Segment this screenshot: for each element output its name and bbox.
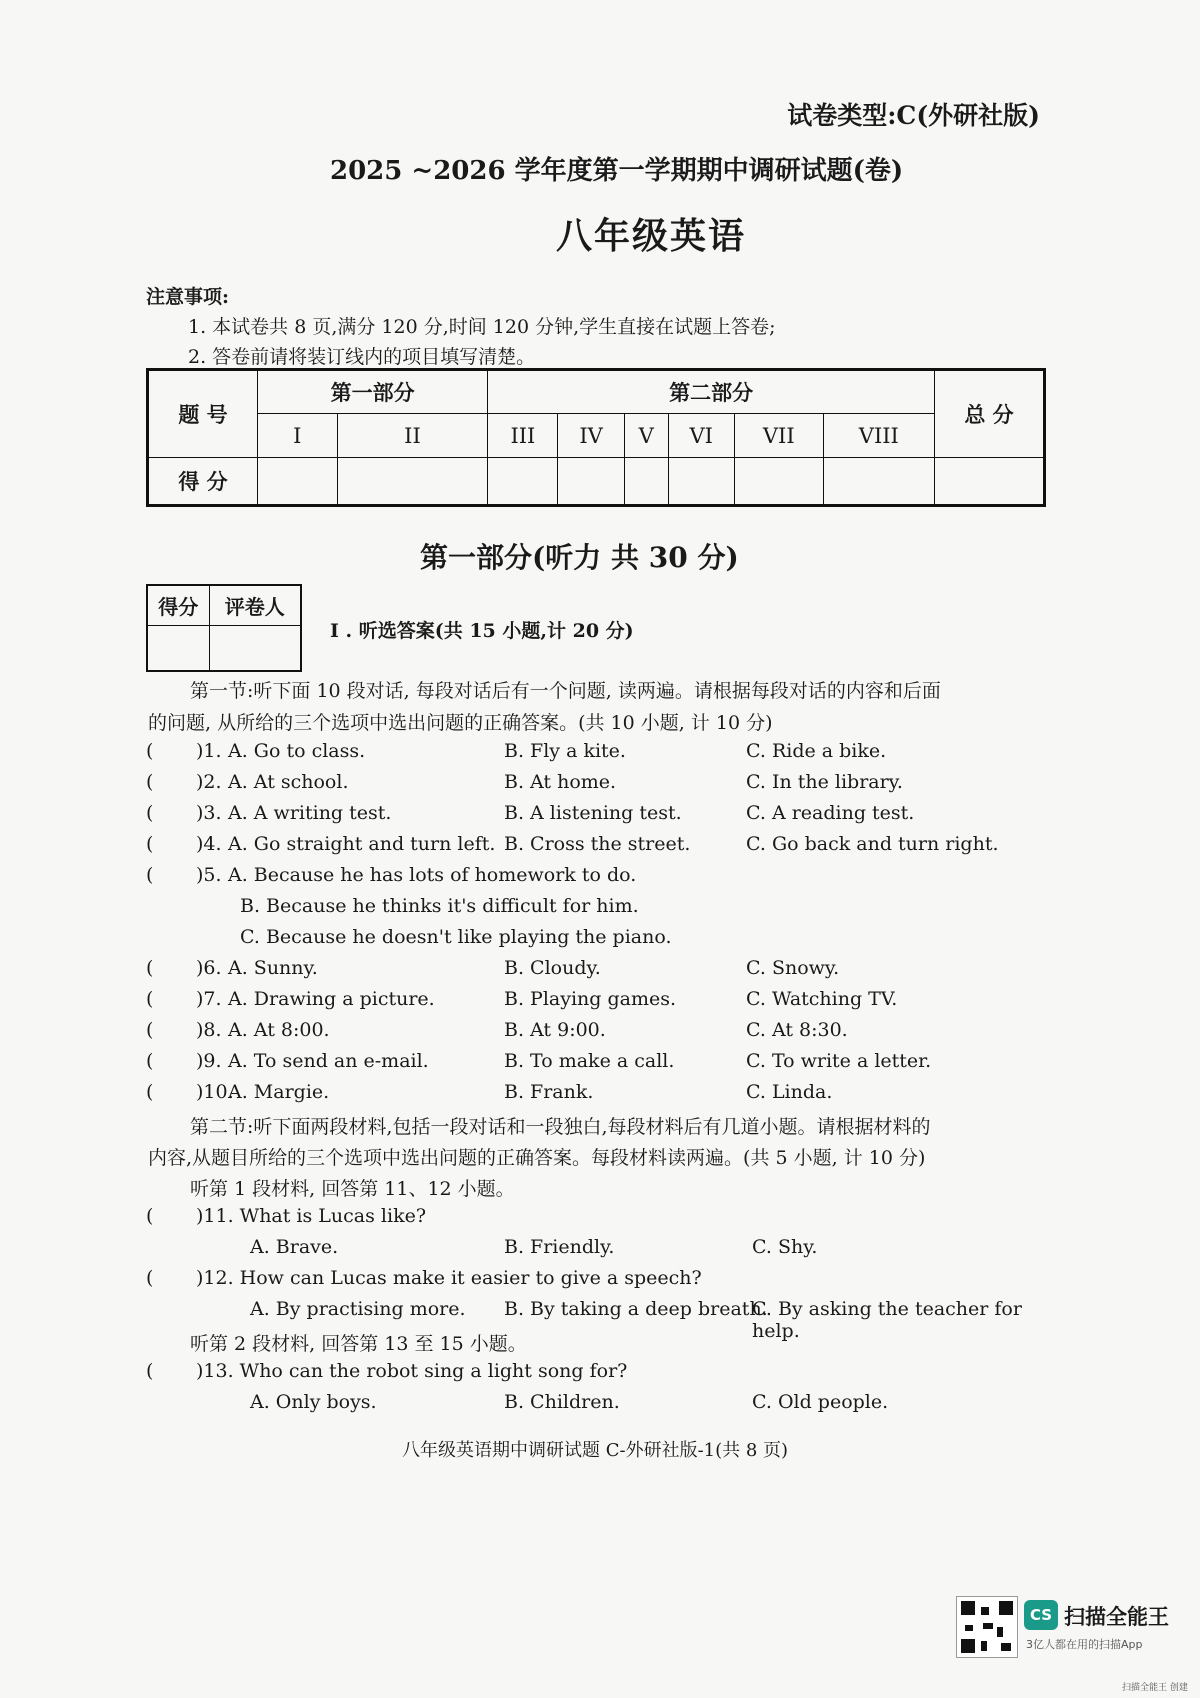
option-a: A. Go to class. xyxy=(228,740,366,762)
question-number: )2. xyxy=(196,771,222,793)
answer-blank[interactable]: ( xyxy=(146,802,154,824)
scanner-tagline: 3亿人都在用的扫描App xyxy=(1026,1638,1143,1651)
col-header: V xyxy=(624,414,668,458)
section2-intro-1: 第二节:听下面两段材料,包括一段对话和一段独白,每段材料后有几道小题。请根据材料的 xyxy=(190,1116,931,1138)
option-c: C. Ride a bike. xyxy=(746,740,887,762)
question-number: )8. xyxy=(196,1019,222,1041)
total-score-cell[interactable] xyxy=(935,458,1045,506)
paper-type: 试卷类型:C(外研社版) xyxy=(787,101,1040,130)
answer-blank[interactable]: ( xyxy=(146,833,154,855)
question-row xyxy=(146,1050,1046,1076)
option-b: B. Playing games. xyxy=(504,988,677,1010)
question-stem: )11. What is Lucas like? xyxy=(196,1205,427,1227)
section2-intro-2: 内容,从题目所给的三个选项中选出问题的正确答案。每段材料读两遍。(共 5 小题, 计 10 分) xyxy=(148,1147,926,1169)
option-c: C. Old people. xyxy=(752,1391,889,1413)
option-a: A. A writing test. xyxy=(228,802,392,824)
col-header: VII xyxy=(734,414,823,458)
answer-blank[interactable]: ( xyxy=(146,864,154,886)
camscanner-logo-icon: CS xyxy=(1024,1600,1058,1630)
page-footer: 八年级英语期中调研试题 C-外研社版-1(共 8 页) xyxy=(402,1440,789,1461)
score-cell[interactable] xyxy=(488,458,558,506)
grader-score-cell[interactable] xyxy=(147,626,209,671)
part1-header: 第一部分 xyxy=(258,370,488,414)
answer-blank[interactable]: ( xyxy=(146,1019,154,1041)
subject-title: 八年级英语 xyxy=(556,215,747,257)
answer-blank[interactable]: ( xyxy=(146,1081,154,1103)
question-row xyxy=(146,1360,1046,1386)
option-c: C. To write a letter. xyxy=(746,1050,932,1072)
option-c: C. Shy. xyxy=(752,1236,818,1258)
grader-box xyxy=(146,584,302,672)
question-number-header: 题 号 xyxy=(148,370,258,458)
score-table xyxy=(146,368,1046,507)
question-row xyxy=(146,957,1046,983)
option-b: B. Friendly. xyxy=(504,1236,615,1258)
col-header: VI xyxy=(668,414,734,458)
answer-blank[interactable]: ( xyxy=(146,1050,154,1072)
question-stem: )12. How can Lucas make it easier to give a speech? xyxy=(196,1267,702,1289)
answer-blank[interactable]: ( xyxy=(146,740,154,762)
question-row xyxy=(146,833,1046,859)
score-cell[interactable] xyxy=(734,458,823,506)
option-b: B. By taking a deep breath. xyxy=(504,1298,768,1320)
question-row xyxy=(146,802,1046,828)
option-c: C. By asking the teacher for help. xyxy=(752,1298,1022,1342)
option-b: B. Fly a kite. xyxy=(504,740,626,762)
answer-blank[interactable]: ( xyxy=(146,1360,154,1382)
option-b: B. Because he thinks it's difficult for him. xyxy=(240,895,639,917)
notice-item-1: 1. 本试卷共 8 页,满分 120 分,时间 120 分钟,学生直接在试题上答卷; xyxy=(188,316,776,338)
option-a: A. Drawing a picture. xyxy=(228,988,435,1010)
options-row xyxy=(146,1298,1056,1342)
section1-title: I . 听选答案(共 15 小题,计 20 分) xyxy=(330,620,634,642)
option-a: A. Because he has lots of homework to do. xyxy=(228,864,637,886)
option-b: B. Cross the street. xyxy=(504,833,691,855)
answer-blank[interactable]: ( xyxy=(146,1205,154,1227)
question-row xyxy=(146,1081,1046,1107)
score-cell[interactable] xyxy=(624,458,668,506)
options-row xyxy=(146,1391,1046,1417)
option-c: C. Watching TV. xyxy=(746,988,898,1010)
option-b: B. At home. xyxy=(504,771,617,793)
part1-title: 第一部分(听力 共 30 分) xyxy=(420,541,739,574)
grader-name-cell[interactable] xyxy=(209,626,301,671)
option-c: C. Go back and turn right. xyxy=(746,833,999,855)
section1-intro-1: 第一节:听下面 10 段对话, 每段对话后有一个问题, 读两遍。请根据每段对话的内容和后面 xyxy=(190,680,941,702)
option-a: A. Only boys. xyxy=(250,1391,377,1413)
question-row xyxy=(146,864,1046,890)
question-row xyxy=(146,1205,1046,1231)
question-number: )3. xyxy=(196,802,222,824)
option-c: C. Because he doesn't like playing the piano. xyxy=(240,926,672,948)
question-stem: )13. Who can the robot sing a light song for? xyxy=(196,1360,628,1382)
col-header: II xyxy=(337,414,488,458)
question-row xyxy=(146,771,1046,797)
answer-blank[interactable]: ( xyxy=(146,1267,154,1289)
question-number: )10. xyxy=(196,1081,234,1103)
grader-score-label: 得分 xyxy=(147,585,209,626)
material2-instruction: 听第 2 段材料, 回答第 13 至 15 小题。 xyxy=(190,1333,527,1355)
option-c: C. A reading test. xyxy=(746,802,915,824)
option-a: A. At school. xyxy=(228,771,349,793)
col-header: IV xyxy=(558,414,624,458)
score-cell[interactable] xyxy=(823,458,934,506)
score-row-label: 得 分 xyxy=(148,458,258,506)
options-row xyxy=(146,1236,1046,1262)
notice-item-2: 2. 答卷前请将装订线内的项目填写清楚。 xyxy=(188,346,536,368)
question-number: )4. xyxy=(196,833,222,855)
option-b: B. At 9:00. xyxy=(504,1019,606,1041)
grader-label: 评卷人 xyxy=(209,585,301,626)
scanner-app-name: 扫描全能王 xyxy=(1064,1605,1169,1629)
option-b: B. Frank. xyxy=(504,1081,594,1103)
score-cell[interactable] xyxy=(668,458,734,506)
question-number: )7. xyxy=(196,988,222,1010)
answer-blank[interactable]: ( xyxy=(146,988,154,1010)
option-a: A. At 8:00. xyxy=(228,1019,330,1041)
question-number: )1. xyxy=(196,740,222,762)
option-b: B. To make a call. xyxy=(504,1050,675,1072)
answer-blank[interactable]: ( xyxy=(146,771,154,793)
col-header: I xyxy=(258,414,338,458)
question-number: )9. xyxy=(196,1050,222,1072)
option-c: C. At 8:30. xyxy=(746,1019,848,1041)
option-c: C. In the library. xyxy=(746,771,903,793)
section1-intro-2: 的问题, 从所给的三个选项中选出问题的正确答案。(共 10 小题, 计 10 分) xyxy=(148,712,773,734)
qr-code-icon xyxy=(956,1596,1018,1658)
option-a: A. Brave. xyxy=(250,1236,339,1258)
option-c: C. Linda. xyxy=(746,1081,833,1103)
score-cell[interactable] xyxy=(558,458,624,506)
question-row xyxy=(146,740,1046,766)
option-c: C. Snowy. xyxy=(746,957,840,979)
question-row xyxy=(146,988,1046,1014)
scanner-credit: 扫描全能王 创建 xyxy=(1122,1683,1188,1693)
score-cell[interactable] xyxy=(337,458,488,506)
option-b: B. Cloudy. xyxy=(504,957,601,979)
exam-title: 2025 ~2026 学年度第一学期期中调研试题(卷) xyxy=(330,156,904,186)
option-a: A. Go straight and turn left. xyxy=(228,833,496,855)
option-a: A. Margie. xyxy=(228,1081,330,1103)
option-b: B. A listening test. xyxy=(504,802,682,824)
option-a: A. Sunny. xyxy=(228,957,318,979)
question-number: )6. xyxy=(196,957,222,979)
notice-heading: 注意事项: xyxy=(146,286,230,308)
total-header: 总 分 xyxy=(935,370,1045,458)
part2-header: 第二部分 xyxy=(488,370,935,414)
question-row xyxy=(146,1019,1046,1045)
question-row xyxy=(146,1267,1046,1293)
score-cell[interactable] xyxy=(258,458,338,506)
option-b: B. Children. xyxy=(504,1391,620,1413)
col-header: III xyxy=(488,414,558,458)
question-number: )5. xyxy=(196,864,222,886)
option-a: A. To send an e-mail. xyxy=(228,1050,429,1072)
answer-blank[interactable]: ( xyxy=(146,957,154,979)
material1-instruction: 听第 1 段材料, 回答第 11、12 小题。 xyxy=(190,1178,515,1200)
col-header: VIII xyxy=(823,414,934,458)
option-a: A. By practising more. xyxy=(250,1298,466,1320)
